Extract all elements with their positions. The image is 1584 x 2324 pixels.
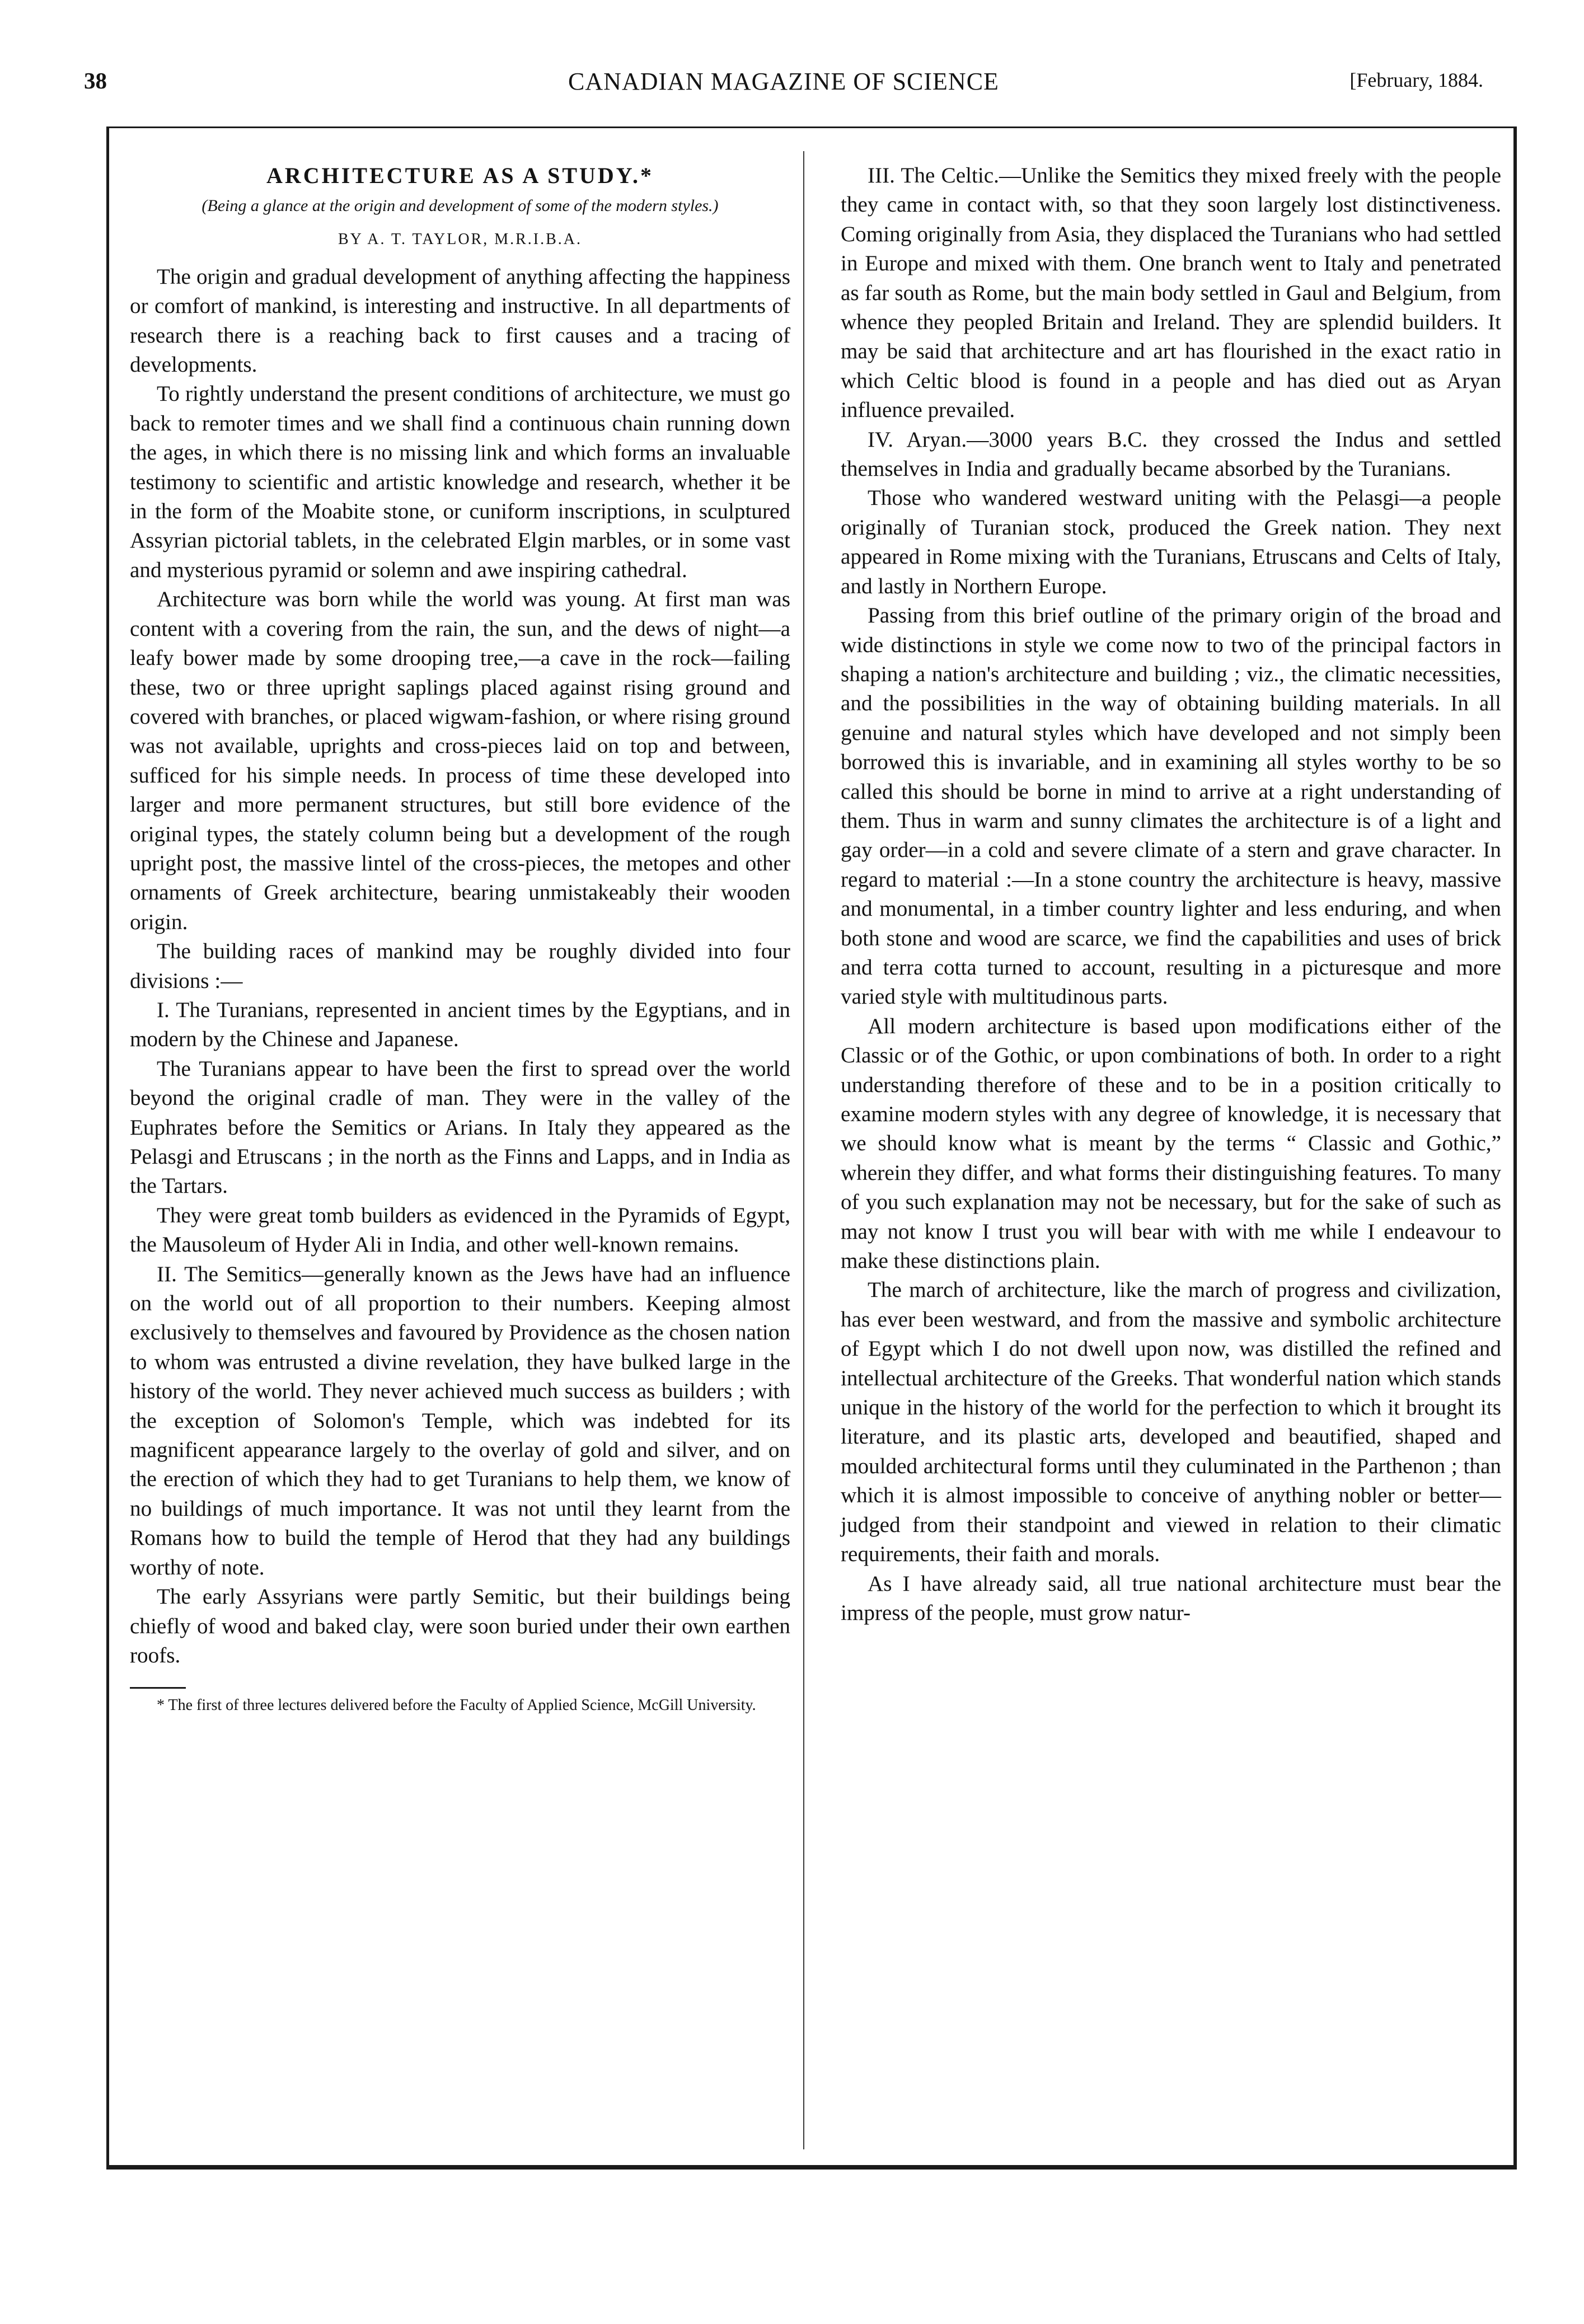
paragraph: As I have already said, all true national architecture must bear the impress of the people, must grow natur-: [841, 1571, 1501, 1625]
paragraph: The Turanians appear to have been the first to spread over the world beyond the original cradle of man. They were in the valley of the Euphrates before the Semitics or Arians. In Italy they appeared as the Pelasgi and Etruscans ; in the north as the Finns and Lapps, and in India as the Tartars.: [130, 1056, 790, 1198]
paragraph: The march of architecture, like the march of progress and civilization, has ever been westward, and from the massive and symbolic architecture of Egypt which I do not dwell upon now, was distilled the refined and intellectual architecture of the Greeks. That wonderful nation which stands unique in the history of the world for the perfection to which it brought its literature, and its plastic arts, developed and beautified, shaped and moulded architectural forms until they culuminated in the Parthenon ; than which it is almost impossible to conceive of anything nobler or better—judged from their standpoint and viewed in relation to their climatic requirements, their faith and morals.: [841, 1278, 1501, 1567]
column-divider: [803, 151, 804, 2149]
paragraph: The building races of mankind may be roughly divided into four divisions :—: [130, 939, 790, 993]
paragraph: Those who wandered westward uniting with the Pelasgi—a people originally of Turanian stock, produced the Greek nation. They next appeared in Rome mixing with the Turanians, Etruscans and Celts of Italy, and lastly in Northern Europe.: [841, 486, 1501, 598]
article-title: ARCHITECTURE AS A STUDY.*: [266, 163, 654, 188]
journal-title: CANADIAN MAGAZINE OF SCIENCE: [568, 68, 999, 95]
paragraph: III. The Celtic.—Unlike the Semitics they mixed freely with the people they came in contact with, so that they soon largely lost distinctiveness. Coming originally from Asia, they displaced the Turanians who had settled in Europe and mixed with them. One branch went to Italy and penetrated as far south as Rome, but the main body settled in Gaul and Belgium, from whence they peopled Britain and Ireland. They are splendid builders. It may be said that architecture and art has flourished in the exact ratio in which Celtic blood is found in a people and has died out as Aryan influence prevailed.: [841, 163, 1501, 423]
left-column: [130, 161, 790, 1715]
page-number: 38: [84, 68, 107, 93]
article-subtitle: (Being a glance at the origin and development of some of the modern styles.): [201, 196, 719, 215]
right-column: [841, 161, 1501, 1628]
footnote-divider: [130, 1687, 186, 1689]
paragraph: Passing from this brief outline of the primary origin of the broad and wide distinctions in style we come now to two of the principal factors in shaping a nation's architecture and building ; viz., the climatic necessities, and the possibilities in the way of obtaining building materials. In all genuine and natural styles which have developed and not simply been borrowed this is invariable, and in examining all styles worthy to be so called this should be borne in mind to arrive at a right understanding of them. Thus in warm and sunny climates the architecture is of a light and gay order—in a cold and severe climate of a stern and grave character. In regard to material :—In a stone country the architecture is heavy, massive and monumental, in a timber country lighter and less enduring, and when both stone and wood are scarce, we find the capabilities and uses of brick and terra cotta turned to account, resulting in a picturesque and more varied style with multitudinous parts.: [841, 603, 1501, 1009]
paragraph: They were great tomb builders as evidenced in the Pyramids of Egypt, the Mausoleum of Hyder Ali in India, and other well-known remains.: [130, 1203, 790, 1257]
article-byline: BY A. T. TAYLOR, M.R.I.B.A.: [338, 231, 583, 249]
issue-date: [February, 1884.: [1349, 69, 1483, 91]
paragraph: Architecture was born while the world was young. At first man was content with a covering from the rain, the sun, and the dews of night—a leafy bower made by some drooping tree,—a cave in the rock—failing these, two or three upright saplings placed against rising ground and covered with branches, or placed wigwam-fashion, or where rising ground was not available, uprights and cross-pieces laid on top and between, sufficed for his simple needs. In process of time these developed into larger and more permanent structures, but still bore evidence of the original types, the stately column being but a development of the rough upright post, the massive lintel of the cross-pieces, the metopes and other ornaments of Greek architecture, bearing unmistakeably their wooden origin.: [130, 587, 790, 934]
paragraph: All modern architecture is based upon modifications either of the Classic or of the Gothic, or upon combinations of both. In order to a right understanding therefore of these and to be in a position critically to examine modern styles with any degree of knowledge, it is necessary that we should know what is meant by the terms “ Classic and Gothic,” wherein they differ, and what forms their distinguishing features. To many of you such explanation may not be necessary, but for the sake of such as may not know I trust you will bear with with me while I endeavour to make these distinctions plain.: [841, 1014, 1501, 1273]
paragraph: IV. Aryan.—3000 years B.C. they crossed the Indus and settled themselves in India and gradually became absorbed by the Turanians.: [841, 427, 1501, 481]
paragraph: I. The Turanians, represented in ancient times by the Egyptians, and in modern by the Chinese and Japanese.: [130, 997, 790, 1052]
paragraph: The origin and gradual development of anything affecting the happiness or comfort of mankind, is interesting and instructive. In all departments of research there is a reaching back to first causes and a tracing of developments.: [130, 264, 790, 377]
footnote: * The first of three lectures delivered before the Faculty of Applied Science, McGill University.: [157, 1697, 756, 1714]
paragraph: II. The Semitics—generally known as the Jews have had an influence on the world out of all proportion to their numbers. Keeping almost exclusively to themselves and favoured by Providence as the chosen nation to whom was entrusted a divine revelation, they have bulked large in the history of the world. They never achieved much success as builders ; with the exception of Solomon's Temple, which was indebted for its magnificent appearance largely to the overlay of gold and silver, and on the erection of which they had to get Turanians to help them, we know of no buildings of much importance. It was not until they learnt from the Romans how to build the temple of Herod that they had any buildings worthy of note.: [130, 1262, 790, 1580]
paragraph: To rightly understand the present conditions of architecture, we must go back to remoter times and we shall find a continuous chain running down the ages, in which there is no missing link and which forms an invaluable testimony to scientific and artistic knowledge and research, whether it be in the form of the Moabite stone, or cuniform inscriptions, in sculptured Assyrian pictorial tablets, in the celebrated Elgin marbles, or in some vast and mysterious pyramid or solemn and awe inspiring cathedral.: [130, 382, 790, 582]
paragraph: The early Assyrians were partly Semitic, but their buildings being chiefly of wood and baked clay, were soon buried under their own earthen roofs.: [130, 1585, 790, 1667]
page-header: [84, 67, 1483, 101]
